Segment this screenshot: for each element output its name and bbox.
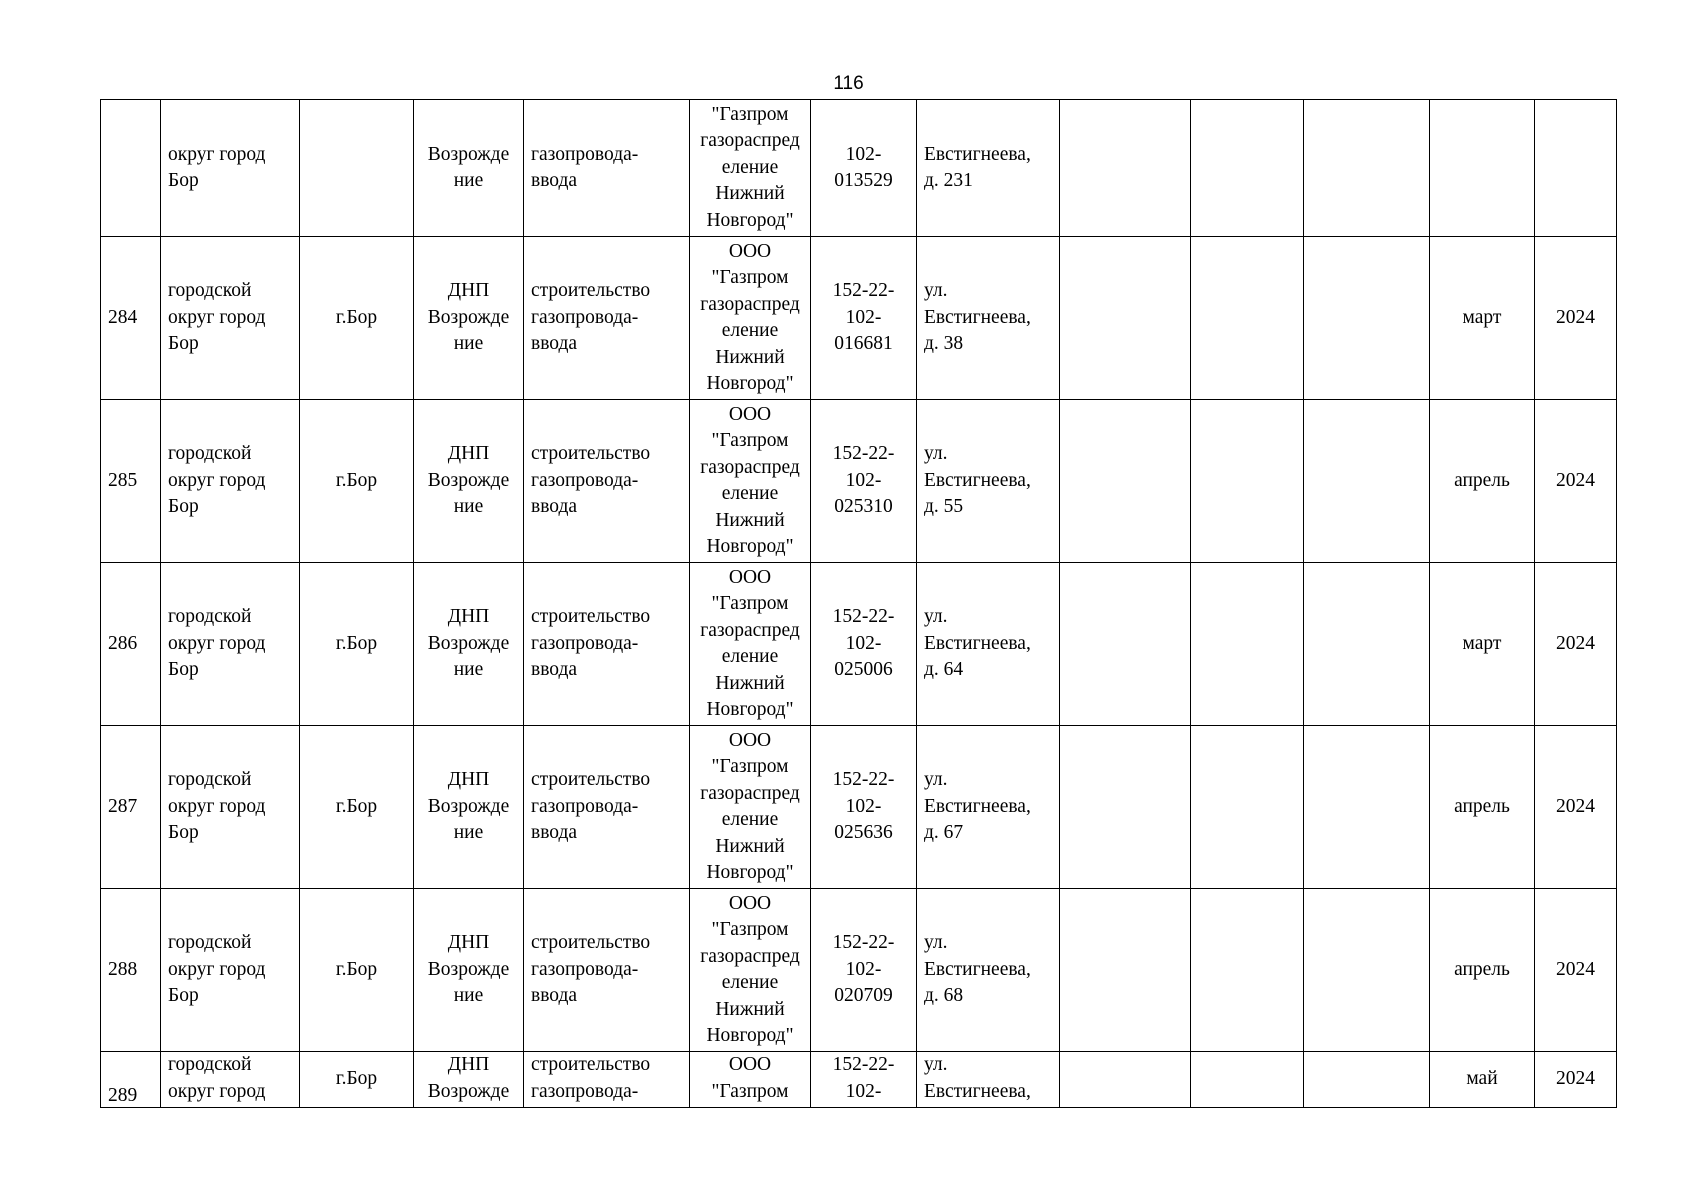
cell-district: городской округ город Бор xyxy=(161,563,300,726)
cell-work: строительство газопровода- ввода xyxy=(524,237,690,400)
cell-district: городской округ город Бор xyxy=(161,400,300,563)
cell-month: апрель xyxy=(1430,889,1535,1052)
cell-empty xyxy=(1304,1052,1430,1108)
table-row xyxy=(101,1052,1617,1108)
cell-address: ул. Евстигнеева, д. 64 xyxy=(917,563,1060,726)
cell-code: 152-22- 102- 025310 xyxy=(811,400,917,563)
cell-year: 2024 xyxy=(1535,400,1617,563)
cell-city: г.Бор xyxy=(300,889,414,1052)
cell-empty xyxy=(1430,100,1535,237)
cell-city xyxy=(300,100,414,237)
cell-work: газопровода- ввода xyxy=(524,100,690,237)
table-row xyxy=(101,726,1617,889)
cell-object: ДНП Возрожде ние xyxy=(414,563,524,726)
cell-city: г.Бор xyxy=(300,237,414,400)
cell-object: Возрожде ние xyxy=(414,100,524,237)
cell-address: ул. Евстигнеева, д. 55 xyxy=(917,400,1060,563)
cell-work: строительство газопровода- ввода xyxy=(524,726,690,889)
cell-month: апрель xyxy=(1430,400,1535,563)
cell-object: ДНП Возрожде ние xyxy=(414,400,524,563)
cell-empty xyxy=(1304,400,1430,563)
cell-empty xyxy=(1535,100,1617,237)
table-row-continuation xyxy=(101,100,1617,237)
cell-object: ДНП Возрожде ние xyxy=(414,889,524,1052)
cell-num: 286 xyxy=(101,563,161,726)
table-row xyxy=(101,889,1617,1052)
cell-empty xyxy=(1191,889,1304,1052)
cell-org: ООО "Газпром газораспред еление Нижний Новгород" xyxy=(690,237,811,400)
cell-code: 102- 013529 xyxy=(811,100,917,237)
cell-month: март xyxy=(1430,563,1535,726)
cell-district: городской округ город Бор xyxy=(161,889,300,1052)
cell-district: городской округ город Бор xyxy=(161,726,300,889)
cell-work: строительство газопровода- ввода xyxy=(524,889,690,1052)
cell-year: 2024 xyxy=(1535,237,1617,400)
cell-org: ООО "Газпром xyxy=(690,1052,811,1108)
cell-code: 152-22- 102- 020709 xyxy=(811,889,917,1052)
cell-num: 285 xyxy=(101,400,161,563)
cell-year: 2024 xyxy=(1535,1052,1617,1108)
cell-org: ООО "Газпром газораспред еление Нижний Новгород" xyxy=(690,889,811,1052)
cell-address: ул. Евстигнеева, д. 38 xyxy=(917,237,1060,400)
cell-empty xyxy=(1060,726,1191,889)
cell-num xyxy=(101,100,161,237)
cell-empty xyxy=(1060,100,1191,237)
cell-empty xyxy=(1304,237,1430,400)
cell-object: ДНП Возрожде xyxy=(414,1052,524,1108)
cell-address: Евстигнеева, д. 231 xyxy=(917,100,1060,237)
cell-num: 289 xyxy=(101,1052,161,1108)
cell-org: "Газпром газораспред еление Нижний Новгород" xyxy=(690,100,811,237)
cell-city: г.Бор xyxy=(300,563,414,726)
cell-empty xyxy=(1191,1052,1304,1108)
cell-code: 152-22- 102- 025006 xyxy=(811,563,917,726)
cell-num: 284 xyxy=(101,237,161,400)
cell-empty xyxy=(1060,563,1191,726)
cell-org: ООО "Газпром газораспред еление Нижний Новгород" xyxy=(690,400,811,563)
cell-org: ООО "Газпром газораспред еление Нижний Новгород" xyxy=(690,563,811,726)
cell-address: ул. Евстигнеева, xyxy=(917,1052,1060,1108)
cell-city: г.Бор xyxy=(300,400,414,563)
cell-district: округ город Бор xyxy=(161,100,300,237)
page-number: 116 xyxy=(833,73,864,94)
cell-work: строительство газопровода- ввода xyxy=(524,563,690,726)
cell-empty xyxy=(1191,400,1304,563)
cell-org: ООО "Газпром газораспред еление Нижний Новгород" xyxy=(690,726,811,889)
cell-city: г.Бор xyxy=(300,726,414,889)
cell-district: городской округ город xyxy=(161,1052,300,1108)
cell-empty xyxy=(1060,237,1191,400)
cell-code: 152-22- 102- xyxy=(811,1052,917,1108)
cell-empty xyxy=(1060,889,1191,1052)
cell-empty xyxy=(1191,237,1304,400)
cell-num: 287 xyxy=(101,726,161,889)
cell-address: ул. Евстигнеева, д. 68 xyxy=(917,889,1060,1052)
cell-empty xyxy=(1304,889,1430,1052)
cell-empty xyxy=(1304,726,1430,889)
cell-empty xyxy=(1191,563,1304,726)
cell-year: 2024 xyxy=(1535,889,1617,1052)
cell-city: г.Бор xyxy=(300,1052,414,1108)
cell-address: ул. Евстигнеева, д. 67 xyxy=(917,726,1060,889)
cell-empty xyxy=(1191,100,1304,237)
cell-empty xyxy=(1060,1052,1191,1108)
cell-month: март xyxy=(1430,237,1535,400)
table-row xyxy=(101,237,1617,400)
cell-code: 152-22- 102- 016681 xyxy=(811,237,917,400)
cell-empty xyxy=(1304,100,1430,237)
cell-object: ДНП Возрожде ние xyxy=(414,726,524,889)
register-table xyxy=(100,99,1617,1108)
cell-month: май xyxy=(1430,1052,1535,1108)
table-row xyxy=(101,400,1617,563)
cell-empty xyxy=(1191,726,1304,889)
cell-empty xyxy=(1304,563,1430,726)
cell-year: 2024 xyxy=(1535,563,1617,726)
cell-work: строительство газопровода- xyxy=(524,1052,690,1108)
cell-num: 288 xyxy=(101,889,161,1052)
table-row xyxy=(101,563,1617,726)
cell-month: апрель xyxy=(1430,726,1535,889)
cell-work: строительство газопровода- ввода xyxy=(524,400,690,563)
cell-object: ДНП Возрожде ние xyxy=(414,237,524,400)
cell-year: 2024 xyxy=(1535,726,1617,889)
cell-code: 152-22- 102- 025636 xyxy=(811,726,917,889)
cell-empty xyxy=(1060,400,1191,563)
cell-district: городской округ город Бор xyxy=(161,237,300,400)
